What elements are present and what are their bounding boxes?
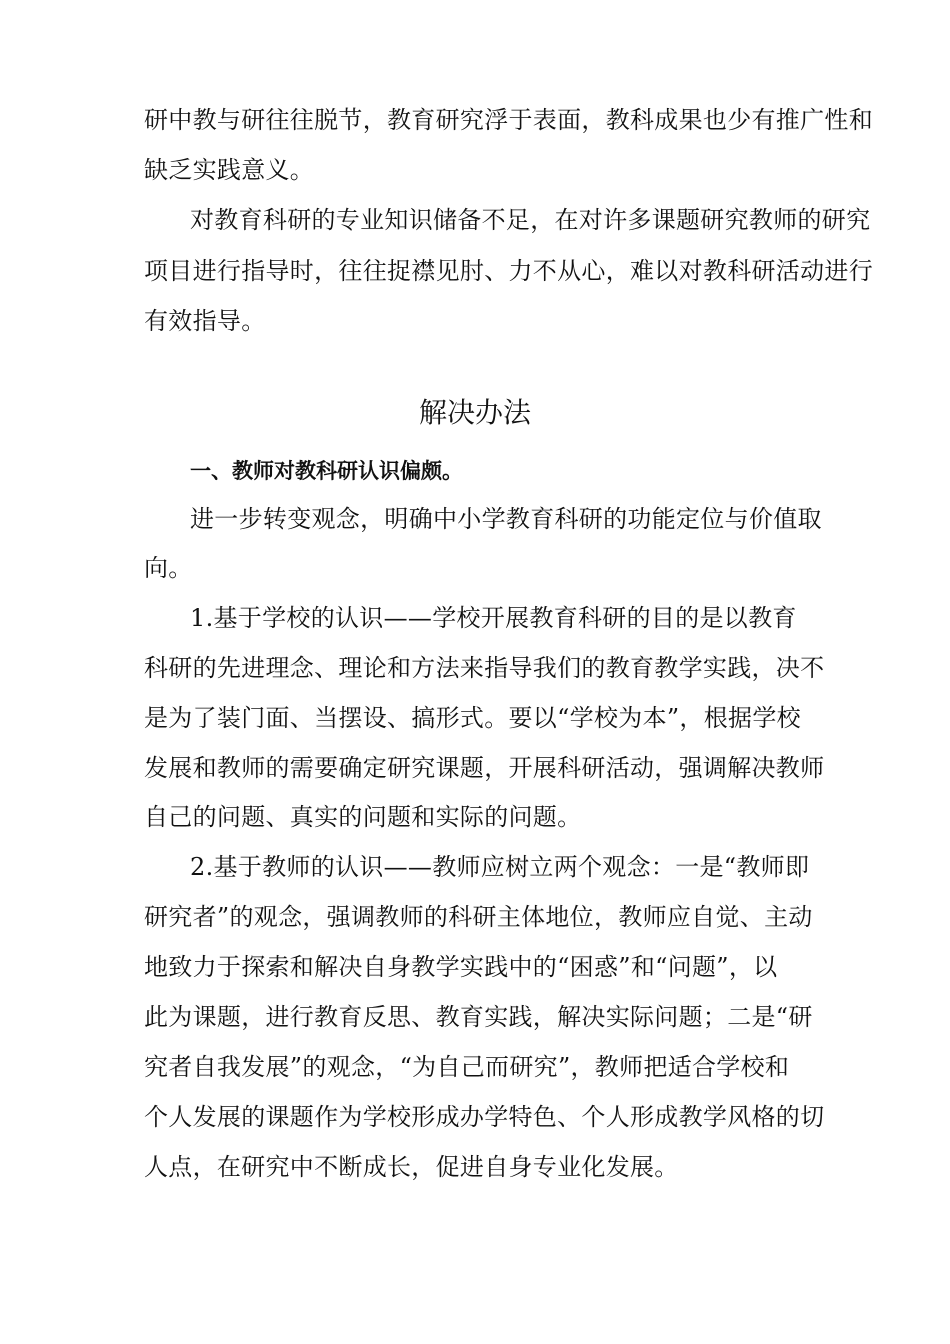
paragraph-line: 地致力于探索和解决自身教学实践中的“困惑”和“问题”，以 <box>144 953 778 981</box>
paragraph-line: 项目进行指导时，往往捉襟见肘、力不从心，难以对教科研活动进行 <box>144 257 873 285</box>
paragraph-line: 科研的先进理念、理论和方法来指导我们的教育教学实践，决不 <box>144 654 825 682</box>
paragraph-line: 此为课题，进行教育反思、教育实践，解决实际问题；二是“研 <box>144 1003 813 1031</box>
paragraph-line: 有效指导。 <box>144 307 266 335</box>
paragraph-line: 自己的问题、真实的问题和实际的问题。 <box>144 803 582 831</box>
paragraph-line: 进一步转变观念，明确中小学教育科研的功能定位与价值取 <box>190 505 822 533</box>
paragraph-line: 2.基于教师的认识——教师应树立两个观念：一是“教师即 <box>190 853 810 881</box>
paragraph-line: 发展和教师的需要确定研究课题，开展科研活动，强调解决教师 <box>144 754 825 782</box>
section-subheading: 一、教师对教科研认识偏颇。 <box>190 459 463 483</box>
paragraph-line: 对教育科研的专业知识储备不足，在对许多课题研究教师的研究 <box>190 206 871 234</box>
paragraph-line: 人点，在研究中不断成长，促进自身专业化发展。 <box>144 1153 679 1181</box>
paragraph-line: 缺乏实践意义。 <box>144 156 315 184</box>
paragraph-line: 是为了装门面、当摆设、搞形式。要以“学校为本”，根据学校 <box>144 704 801 732</box>
paragraph-line: 1.基于学校的认识——学校开展教育科研的目的是以教育 <box>190 604 797 632</box>
paragraph-line: 研究者”的观念，强调教师的科研主体地位，教师应自觉、主动 <box>144 903 813 931</box>
paragraph-line: 研中教与研往往脱节，教育研究浮于表面，教科成果也少有推广性和 <box>144 106 873 134</box>
section-title: 解决办法 <box>418 396 531 429</box>
paragraph-line: 究者自我发展”的观念，“为自己而研究”，教师把适合学校和 <box>144 1053 790 1081</box>
paragraph-line: 向。 <box>144 554 193 582</box>
paragraph-line: 个人发展的课题作为学校形成办学特色、个人形成教学风格的切 <box>144 1103 825 1131</box>
